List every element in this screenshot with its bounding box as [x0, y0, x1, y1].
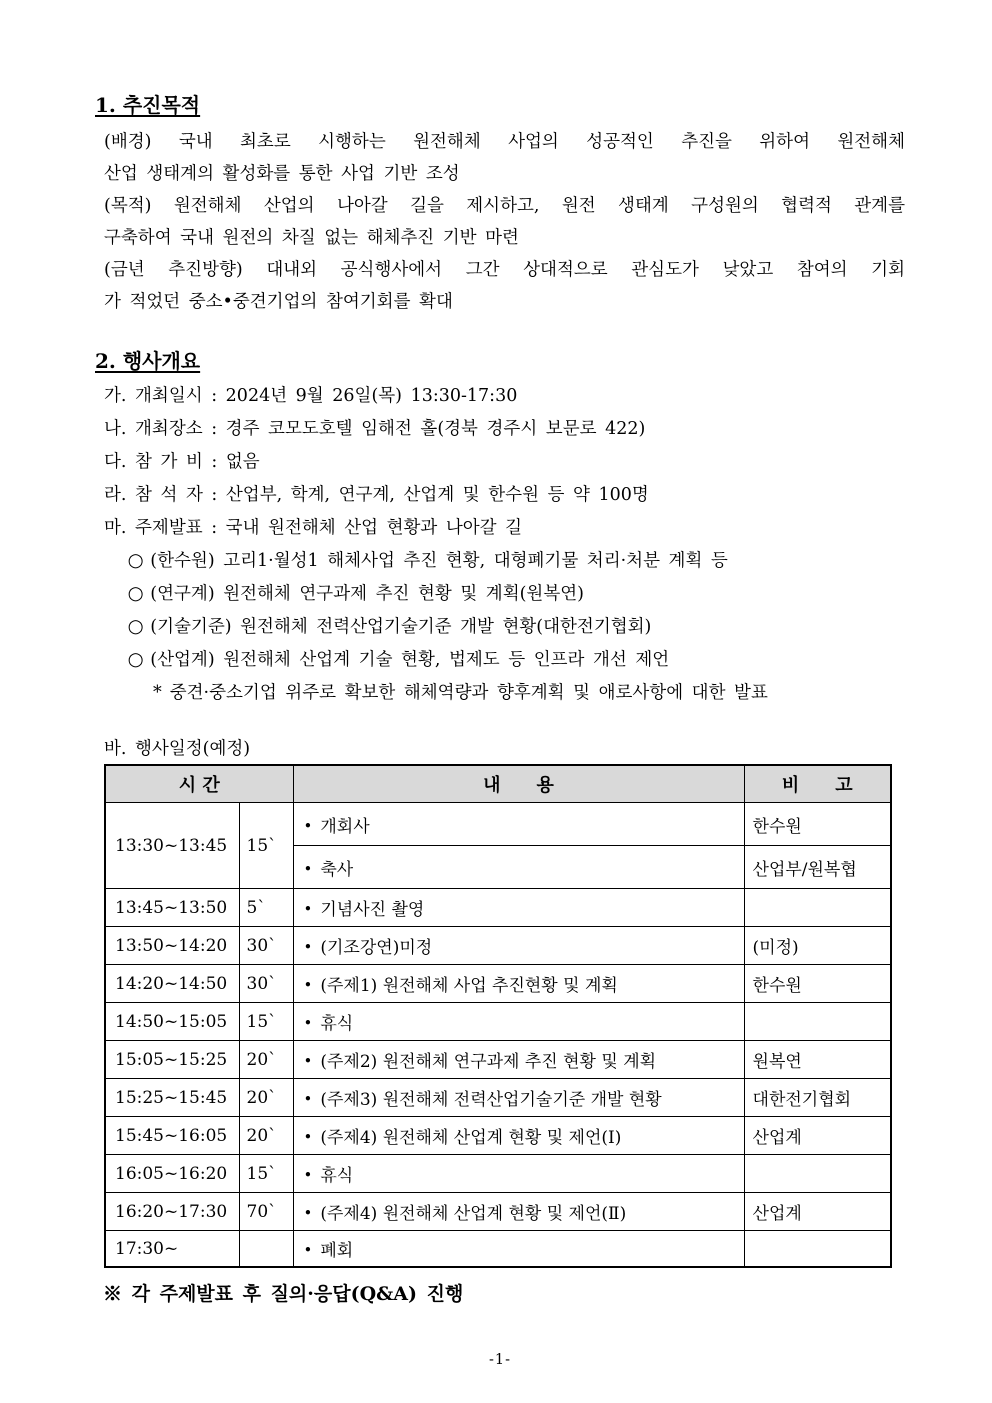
list-item-fee: 다. 참 가 비 : 없음 — [104, 452, 260, 472]
remark-cell: 산업부/원복협 — [744, 846, 891, 889]
table-header-time: 시 간 — [105, 765, 293, 803]
schedule-table — [104, 764, 892, 1268]
paragraph-line: 가 적었던 중소•중견기업의 참여기회를 확대 — [104, 292, 453, 312]
content-text: (주제1) 원전해체 사업 추진현황 및 계획 — [320, 976, 618, 996]
content-text: (주제3) 원전해체 전력산업기술기준 개발 현황 — [320, 1090, 662, 1110]
duration-cell: 20` — [239, 1079, 293, 1117]
table-row — [105, 1193, 891, 1231]
duration-cell: 15` — [239, 803, 293, 889]
content-text: 개회사 — [320, 816, 370, 837]
content-cell — [293, 1193, 744, 1231]
remark-cell: (미정) — [744, 927, 891, 965]
time-cell: 14:50~15:05 — [105, 1003, 239, 1041]
duration-cell — [239, 1231, 293, 1268]
content-text: (주제4) 원전해체 산업계 현황 및 제언(Ⅰ) — [320, 1128, 622, 1148]
duration-cell: 15` — [239, 1155, 293, 1193]
paragraph-line: (금년 추진방향) 대내외 공식행사에서 그간 상대적으로 관심도가 낮았고 참여의 기회 — [104, 260, 905, 280]
duration-cell: 70` — [239, 1193, 293, 1231]
content-cell — [293, 965, 744, 1003]
content-cell — [293, 1003, 744, 1041]
page-number: -1- — [488, 1352, 512, 1368]
table-row — [105, 889, 891, 927]
content-cell — [293, 1079, 744, 1117]
bullet-icon: • — [303, 976, 313, 994]
table-row — [105, 1003, 891, 1041]
bullet-icon: • — [303, 859, 313, 878]
document-page — [95, 92, 905, 1370]
time-cell: 17:30~ — [105, 1231, 239, 1268]
sub-item-text: (기술기준) 원전해체 전력산업기술기준 개발 현황(대한전기협회) — [150, 617, 652, 637]
table-row — [105, 1231, 891, 1268]
duration-cell: 20` — [239, 1117, 293, 1155]
circle-bullet-icon: ○ — [127, 616, 144, 638]
paragraph-line: (목적) 원전해체 산업의 나아갈 길을 제시하고, 원전 생태계 구성원의 협력적 관계를 — [104, 196, 905, 216]
table-row — [105, 965, 891, 1003]
duration-cell: 5` — [239, 889, 293, 927]
time-cell: 13:45~13:50 — [105, 889, 239, 927]
remark-cell — [744, 1003, 891, 1041]
remark-cell — [744, 1155, 891, 1193]
content-text: (주제2) 원전해체 연구과제 추진 현황 및 계획 — [320, 1052, 657, 1072]
remark-cell: 산업계 — [744, 1117, 891, 1155]
table-row — [105, 1079, 891, 1117]
content-text: 기념사진 촬영 — [320, 900, 425, 920]
sub-item-text: (연구계) 원전해체 연구과제 추진 현황 및 계획(원복연) — [150, 584, 584, 604]
duration-cell: 30` — [239, 927, 293, 965]
content-text: 휴식 — [320, 1166, 354, 1186]
remark-cell — [744, 1231, 891, 1268]
time-cell: 14:20~14:50 — [105, 965, 239, 1003]
bullet-icon: • — [303, 1241, 313, 1259]
content-cell — [293, 1231, 744, 1268]
table-row — [105, 1155, 891, 1193]
schedule-caption: 바. 행사일정(예정) — [104, 739, 251, 759]
sub-item — [95, 578, 905, 611]
table-header-remark: 비 고 — [744, 765, 891, 803]
sub-item — [95, 611, 905, 644]
asterisk-marker: * — [153, 683, 162, 703]
content-cell — [293, 927, 744, 965]
sub-note — [95, 677, 905, 710]
content-text: 폐회 — [320, 1241, 354, 1261]
bullet-icon: • — [303, 1014, 313, 1032]
time-cell: 15:45~16:05 — [105, 1117, 239, 1155]
duration-cell: 30` — [239, 965, 293, 1003]
time-cell: 15:05~15:25 — [105, 1041, 239, 1079]
bullet-icon: • — [303, 938, 313, 956]
remark-cell: 대한전기협회 — [744, 1079, 891, 1117]
list-item-attendees: 라. 참 석 자 : 산업부, 학계, 연구계, 산업계 및 한수원 등 약 100명 — [104, 485, 649, 505]
content-cell — [293, 1041, 744, 1079]
table-row — [105, 927, 891, 965]
table-row — [105, 1117, 891, 1155]
sub-item-text: (산업계) 원전해체 산업계 기술 현황, 법제도 등 인프라 개선 제언 — [150, 650, 670, 670]
time-cell: 13:30~13:45 — [105, 803, 239, 889]
footnote: ※ 각 주제발표 후 질의·응답(Q&A) 진행 — [103, 1283, 464, 1305]
sub-item-text: (한수원) 고리1·월성1 해체사업 추진 현황, 대형폐기물 처리·처분 계획 등 — [150, 551, 728, 571]
content-text: (주제4) 원전해체 산업계 현황 및 제언(Ⅱ) — [320, 1204, 627, 1224]
section2-title: 2. 행사개요 — [95, 349, 201, 373]
remark-cell: 원복연 — [744, 1041, 891, 1079]
duration-cell: 15` — [239, 1003, 293, 1041]
table-row — [105, 803, 891, 846]
bullet-icon: • — [303, 816, 313, 835]
paragraph-line: 산업 생태계의 활성화를 통한 사업 기반 조성 — [104, 164, 460, 184]
circle-bullet-icon: ○ — [127, 583, 144, 605]
content-text: 축사 — [320, 859, 354, 880]
content-cell — [293, 803, 744, 846]
time-cell: 16:20~17:30 — [105, 1193, 239, 1231]
content-text: (기조강연)미정 — [320, 938, 433, 958]
bullet-icon: • — [303, 1052, 313, 1070]
list-item-venue: 나. 개최장소 : 경주 코모도호텔 임해전 홀(경북 경주시 보문로 422) — [104, 419, 646, 439]
circle-bullet-icon: ○ — [127, 550, 144, 572]
table-row — [105, 1041, 891, 1079]
sub-note-text: 중견·중소기업 위주로 확보한 해체역량과 향후계획 및 애로사항에 대한 발표 — [169, 683, 768, 703]
duration-cell: 20` — [239, 1041, 293, 1079]
bullet-icon: • — [303, 1128, 313, 1146]
section1-title: 1. 추진목적 — [95, 93, 201, 117]
content-cell — [293, 1155, 744, 1193]
time-cell: 13:50~14:20 — [105, 927, 239, 965]
sub-item — [95, 545, 905, 578]
table-header-content: 내 용 — [293, 765, 744, 803]
time-cell: 15:25~15:45 — [105, 1079, 239, 1117]
section2-body — [95, 380, 905, 710]
section1-body — [95, 126, 905, 318]
table-header-row — [105, 765, 891, 803]
paragraph-line: 구축하여 국내 원전의 차질 없는 해체추진 기반 마련 — [104, 228, 519, 248]
time-cell: 16:05~16:20 — [105, 1155, 239, 1193]
bullet-icon: • — [303, 1090, 313, 1108]
list-item-topic: 마. 주제발표 : 국내 원전해체 산업 현황과 나아갈 길 — [104, 518, 523, 538]
circle-bullet-icon: ○ — [127, 649, 144, 671]
list-item-date: 가. 개최일시 : 2024년 9월 26일(목) 13:30-17:30 — [104, 386, 518, 406]
remark-cell: 한수원 — [744, 965, 891, 1003]
content-text: 휴식 — [320, 1014, 354, 1034]
content-cell — [293, 1117, 744, 1155]
sub-item — [95, 644, 905, 677]
bullet-icon: • — [303, 1166, 313, 1184]
content-cell — [293, 889, 744, 927]
remark-cell: 산업계 — [744, 1193, 891, 1231]
remark-cell: 한수원 — [744, 803, 891, 846]
remark-cell — [744, 889, 891, 927]
content-cell — [293, 846, 744, 889]
paragraph-line: (배경) 국내 최초로 시행하는 원전해체 사업의 성공적인 추진을 위하여 원전해체 — [104, 132, 905, 152]
bullet-icon: • — [303, 900, 313, 918]
bullet-icon: • — [303, 1204, 313, 1222]
